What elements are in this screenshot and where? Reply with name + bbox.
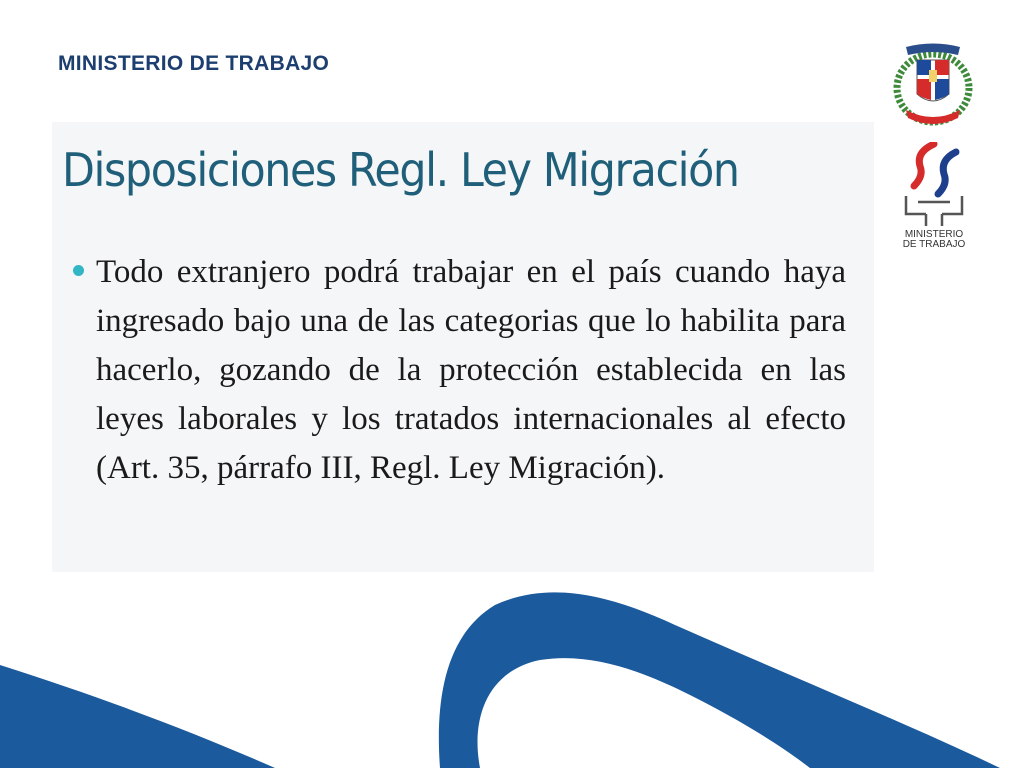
wave-left xyxy=(0,665,275,768)
slide-title: Disposiciones Regl. Ley Migración xyxy=(62,143,739,197)
ministerio-de-trabajo-logo-icon xyxy=(898,142,970,228)
bullet-paragraph: Todo extranjero podrá trabajar en el país cuando haya ingresado bajo una de las categorias que lo habilita para hacerlo, gozando de la protección establecida en las leyes laborales y los tratados internacionales al efecto (Art. 35, párrafo III, Regl. Ley Migración). xyxy=(96,254,846,486)
dominican-coat-of-arms-icon xyxy=(892,42,974,128)
bullet-icon xyxy=(73,265,84,276)
ministry-logo-label xyxy=(884,230,984,250)
ministry-header-title: MINISTERIO DE TRABAJO xyxy=(58,52,330,75)
ministry-logo-label-line2: DE TRABAJO xyxy=(902,239,966,250)
wave-swoosh xyxy=(439,592,1000,768)
ministry-logo-label-line1: MINISTERIO xyxy=(904,229,964,240)
